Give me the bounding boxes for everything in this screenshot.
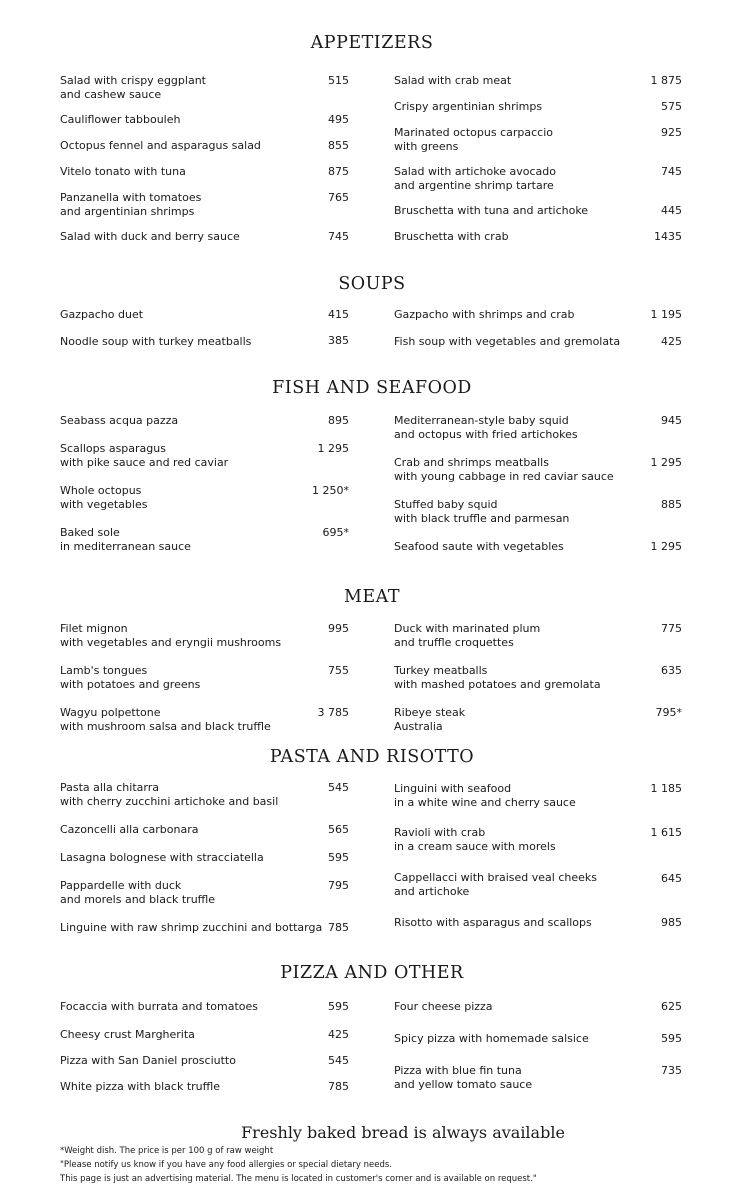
menu-item-price: 1 195 bbox=[650, 308, 682, 321]
menu-item-price: 415 bbox=[328, 308, 349, 321]
advertising-note: This page is just an advertising material. The menu is located in customer's corner and is available on request." bbox=[60, 1174, 537, 1184]
menu-item-price: 895 bbox=[328, 414, 349, 427]
menu-item-name: Fish soup with vegetables and gremolata bbox=[394, 335, 621, 348]
menu-item-price: 1 875 bbox=[650, 74, 682, 87]
menu-item-price: 515 bbox=[328, 74, 349, 87]
menu-item-price: 995 bbox=[328, 622, 349, 635]
menu-item-price: 745 bbox=[328, 230, 349, 243]
menu-item-name: Linguine with raw shrimp zucchini and bottarga bbox=[60, 921, 323, 934]
menu-item-name: Cazoncelli alla carbonara bbox=[60, 823, 199, 836]
menu-item-name: Bruschetta with tuna and artichoke bbox=[394, 204, 589, 217]
menu-item-name: Salad with duck and berry sauce bbox=[60, 230, 240, 243]
menu-item-name: Cappellacci with braised veal cheeks and artichoke bbox=[394, 871, 597, 898]
menu-item-name: Wagyu polpettone with mushroom salsa and black truffle bbox=[60, 706, 271, 733]
menu-item-price: 755 bbox=[328, 664, 349, 677]
menu-item-name: Pizza with San Daniel prosciutto bbox=[60, 1054, 236, 1067]
section-heading-pizza: PIZZA AND OTHER bbox=[280, 963, 464, 983]
menu-item-name: Lasagna bolognese with stracciatella bbox=[60, 851, 264, 864]
menu-item-price: 1 295 bbox=[317, 442, 349, 455]
menu-item-name: Scallops asparagus with pike sauce and red caviar bbox=[60, 442, 229, 469]
menu-item-price: 1 295 bbox=[650, 456, 682, 469]
menu-item-name: Mediterranean-style baby squid and octopus with fried artichokes bbox=[394, 414, 578, 441]
menu-item-price: 745 bbox=[661, 165, 682, 178]
menu-item-price: 565 bbox=[328, 823, 349, 836]
menu-item-name: Lamb's tongues with potatoes and greens bbox=[60, 664, 201, 691]
menu-item-name: Panzanella with tomatoes and argentinian shrimps bbox=[60, 191, 202, 218]
menu-item-name: Four cheese pizza bbox=[394, 1000, 493, 1013]
menu-item-name: Cheesy crust Margherita bbox=[60, 1028, 195, 1041]
menu-item-price: 795* bbox=[655, 706, 682, 719]
menu-item-price: 645 bbox=[661, 872, 682, 885]
section-heading-soups: SOUPS bbox=[338, 274, 406, 294]
menu-item-name: Pappardelle with duck and morels and black truffle bbox=[60, 879, 216, 906]
menu-item-price: 425 bbox=[661, 335, 682, 348]
menu-item-price: 425 bbox=[328, 1028, 349, 1041]
menu-item-name: Gazpacho duet bbox=[60, 308, 144, 321]
bread-notice: Freshly baked bread is always available bbox=[241, 1123, 565, 1142]
menu-item-price: 595 bbox=[661, 1032, 682, 1045]
menu-item-price: 3 785 bbox=[317, 706, 349, 719]
menu-item-name: Crab and shrimps meatballs with young cabbage in red caviar sauce bbox=[394, 456, 614, 483]
menu-item-price: 385 bbox=[328, 334, 349, 347]
menu-item-price: 875 bbox=[328, 165, 349, 178]
menu-item-name: Pasta alla chitarra with cherry zucchini artichoke and basil bbox=[60, 781, 279, 808]
menu-item-price: 855 bbox=[328, 139, 349, 152]
menu-item-name: Noodle soup with turkey meatballs bbox=[60, 335, 252, 348]
menu-item-name: Salad with crispy eggplant and cashew sauce bbox=[60, 74, 206, 101]
menu-item-price: 545 bbox=[328, 781, 349, 794]
menu-item-price: 795 bbox=[328, 879, 349, 892]
menu-item-price: 1 185 bbox=[650, 782, 682, 795]
menu-item-price: 1435 bbox=[654, 230, 682, 243]
section-heading-fish: FISH AND SEAFOOD bbox=[272, 378, 472, 398]
weight-note: *Weight dish. The price is per 100 g of raw weight bbox=[60, 1146, 274, 1156]
menu-item-price: 595 bbox=[328, 1000, 349, 1013]
menu-item-name: Marinated octopus carpaccio with greens bbox=[394, 126, 554, 153]
menu-item-price: 735 bbox=[661, 1064, 682, 1077]
menu-item-price: 595 bbox=[328, 851, 349, 864]
menu-item-name: White pizza with black truffle bbox=[60, 1080, 221, 1093]
allergy-note: "Please notify us know if you have any food allergies or special dietary needs. bbox=[60, 1160, 392, 1170]
menu-item-name: Octopus fennel and asparagus salad bbox=[60, 139, 261, 152]
menu-item-name: Seafood saute with vegetables bbox=[394, 540, 564, 553]
menu-item-price: 495 bbox=[328, 113, 349, 126]
menu-item-name: Salad with crab meat bbox=[394, 74, 512, 87]
menu-item-price: 785 bbox=[328, 1080, 349, 1093]
menu-item-price: 945 bbox=[661, 414, 682, 427]
menu-item-price: 775 bbox=[661, 622, 682, 635]
menu-item-name: Duck with marinated plum and truffle croquettes bbox=[394, 622, 541, 649]
menu-item-name: Pizza with blue fin tuna and yellow tomato sauce bbox=[394, 1064, 533, 1091]
menu-item-price: 785 bbox=[328, 921, 349, 934]
menu-item-price: 1 295 bbox=[650, 540, 682, 553]
menu-item-name: Turkey meatballs with mashed potatoes and gremolata bbox=[394, 664, 601, 691]
menu-item-price: 545 bbox=[328, 1054, 349, 1067]
menu-item-price: 625 bbox=[661, 1000, 682, 1013]
menu-item-price: 575 bbox=[661, 100, 682, 113]
menu-item-name: Whole octopus with vegetables bbox=[60, 484, 148, 511]
menu-item-name: Ravioli with crab in a cream sauce with morels bbox=[394, 826, 556, 853]
section-heading-pasta: PASTA AND RISOTTO bbox=[269, 747, 475, 767]
menu-item-name: Seabass acqua pazza bbox=[60, 414, 179, 427]
menu-item-name: Salad with artichoke avocado and argentine shrimp tartare bbox=[394, 165, 556, 192]
menu-item-name: Cauliflower tabbouleh bbox=[60, 113, 181, 126]
menu-item-price: 695* bbox=[322, 526, 349, 539]
menu-item-name: Stuffed baby squid with black truffle and parmesan bbox=[394, 498, 570, 525]
menu-item-name: Baked sole in mediterranean sauce bbox=[60, 526, 191, 553]
menu-item-price: 1 615 bbox=[650, 826, 682, 839]
menu-item-price: 885 bbox=[661, 498, 682, 511]
menu-item-name: Ribeye steak Australia bbox=[394, 706, 466, 733]
section-heading-appetizers: APPETIZERS bbox=[310, 33, 434, 53]
section-heading-meat: MEAT bbox=[343, 587, 401, 607]
menu-item-price: 635 bbox=[661, 664, 682, 677]
menu-item-name: Linguini with seafood in a white wine and cherry sauce bbox=[394, 782, 576, 809]
menu-item-name: Bruschetta with crab bbox=[394, 230, 509, 243]
menu-item-name: Spicy pizza with homemade salsice bbox=[394, 1032, 589, 1045]
menu-item-price: 925 bbox=[661, 126, 682, 139]
menu-item-name: Vitelo tonato with tuna bbox=[60, 165, 186, 178]
menu-item-price: 445 bbox=[661, 204, 682, 217]
menu-item-price: 985 bbox=[661, 916, 682, 929]
menu-item-name: Focaccia with burrata and tomatoes bbox=[60, 1000, 259, 1013]
menu-item-name: Crispy argentinian shrimps bbox=[394, 100, 543, 113]
menu-item-price: 765 bbox=[328, 191, 349, 204]
menu-item-name: Risotto with asparagus and scallops bbox=[394, 916, 592, 929]
menu-item-price: 1 250* bbox=[312, 484, 349, 497]
menu-item-name: Filet mignon with vegetables and eryngii mushrooms bbox=[60, 622, 282, 649]
menu-item-name: Gazpacho with shrimps and crab bbox=[394, 308, 575, 321]
